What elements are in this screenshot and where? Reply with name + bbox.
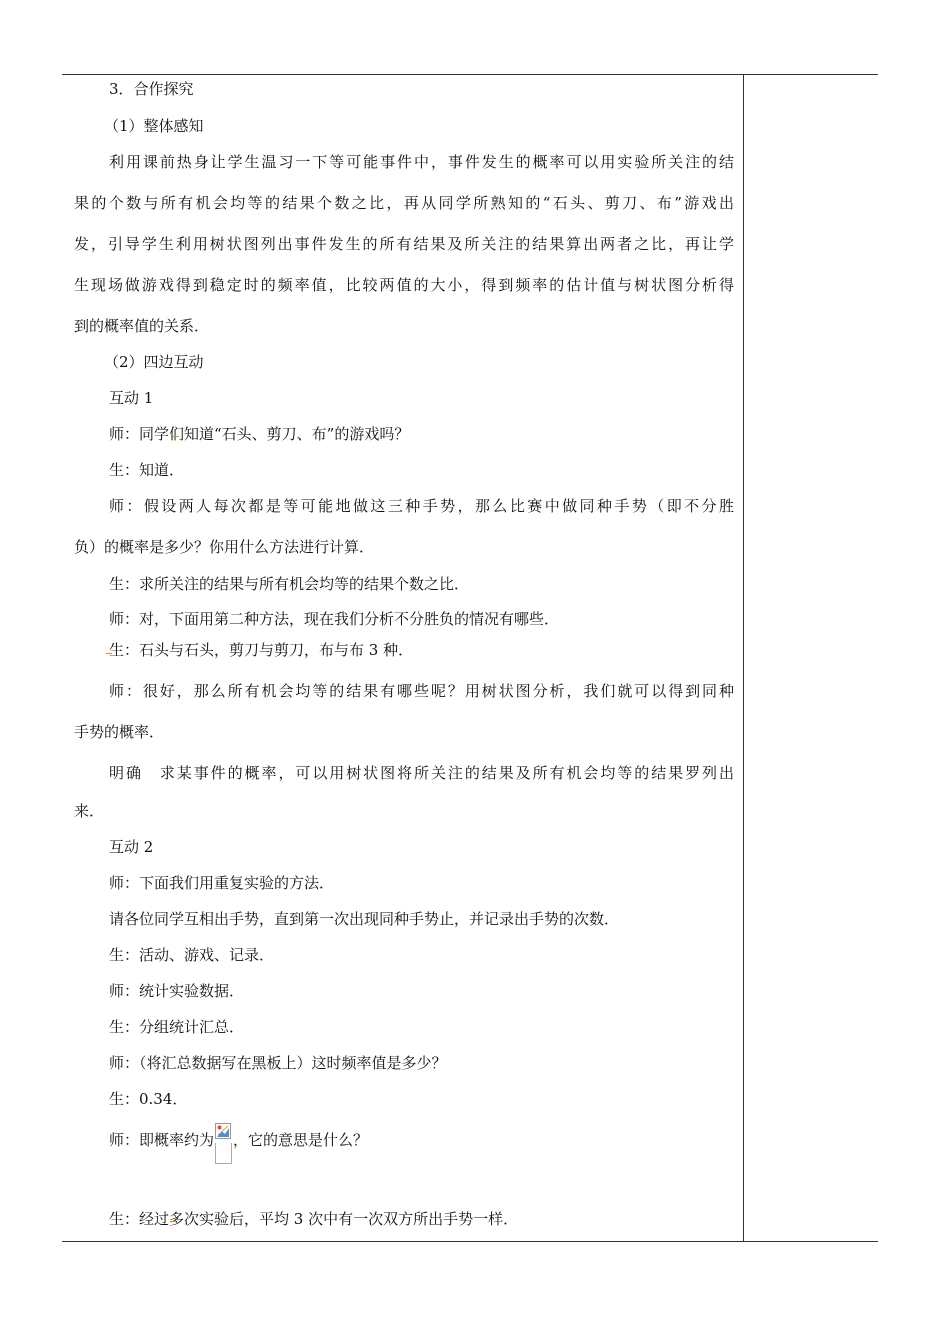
dialogue-line: 师：假设两人每次都是等可能地做这三种手势，那么比赛中做同种手势（即不分胜 xyxy=(109,497,734,515)
dialogue-line: 生：石头与石头，剪刀与剪刀，布与布 3 种． xyxy=(109,641,414,659)
dialogue-line: 师：对，下面用第二种方法，现在我们分析不分胜负的情况有哪些． xyxy=(109,610,560,628)
dialogue-line xyxy=(109,1115,368,1165)
paragraph-line: 生现场做游戏得到稳定时的频率值，比较两值的大小，得到频率的估计值与树状图分析得 xyxy=(74,276,734,294)
table-top-border xyxy=(62,74,878,75)
dialogue-line: 师：下面我们用重复实验的方法． xyxy=(109,874,335,892)
dialogue-line: 师：很好，那么所有机会均等的结果有哪些呢？用树状图分析，我们就可以得到同种 xyxy=(109,682,734,700)
broken-image-icon xyxy=(215,1123,231,1139)
paragraph-line: 发，引导学生利用树状图列出事件发生的所有结果及所关注的结果算出两者之比，再让学 xyxy=(74,235,734,253)
subsection-heading: （2）四边互动 xyxy=(104,353,204,371)
interaction-heading: 互动 2 xyxy=(109,838,154,856)
table-bottom-border xyxy=(62,1241,878,1242)
conclusion-line: 明确 求某事件的概率，可以用树状图将所关注的结果及所有机会均等的结果罗列出 xyxy=(109,764,734,782)
subsection-heading: （1）整体感知 xyxy=(104,117,204,135)
dialogue-line: 生：知道． xyxy=(109,461,185,479)
table-column-divider xyxy=(743,74,744,1242)
dialogue-text: ，它的意思是什么？ xyxy=(233,1131,369,1149)
dialogue-line: 负）的概率是多少？你用什么方法进行计算． xyxy=(74,538,375,556)
paragraph-line: 利用课前热身让学生温习一下等可能事件中，事件发生的概率可以用实验所关注的结 xyxy=(109,153,734,171)
dialogue-line: 生：0.34． xyxy=(109,1090,188,1108)
dialogue-line: 生：活动、游戏、记录． xyxy=(109,946,275,964)
dialogue-line: 生：分组统计汇总． xyxy=(109,1018,245,1036)
revision-mark xyxy=(170,1218,176,1222)
section-heading: 3．合作探究 xyxy=(109,80,194,98)
revision-mark xyxy=(173,433,179,437)
conclusion-line: 来． xyxy=(74,802,105,820)
revision-mark xyxy=(106,650,112,654)
dialogue-line: 手势的概率． xyxy=(74,723,165,741)
fraction-image-icon xyxy=(215,1115,232,1165)
dialogue-line: 师：统计实验数据． xyxy=(109,982,245,1000)
paragraph-line: 果的个数与所有机会均等的结果个数之比，再从同学所熟知的“石头、剪刀、布”游戏出 xyxy=(74,194,734,212)
paragraph-line: 到的概率值的关系． xyxy=(74,317,210,335)
dialogue-line: 生：经过多次实验后，平均 3 次中有一次双方所出手势一样． xyxy=(109,1210,519,1228)
dialogue-line: 请各位同学互相出手势，直到第一次出现同种手势止，并记录出手势的次数． xyxy=(109,910,620,928)
dialogue-text: 师：即概率约为 xyxy=(109,1131,215,1149)
interaction-heading: 互动 1 xyxy=(109,389,154,407)
dialogue-line: 生：求所关注的结果与所有机会均等的结果个数之比． xyxy=(109,575,470,593)
dialogue-line: 师：（将汇总数据写在黑板上）这时频率值是多少？ xyxy=(109,1054,447,1072)
dialogue-line: 师：同学们知道“石头、剪刀、布”的游戏吗？ xyxy=(109,425,410,443)
